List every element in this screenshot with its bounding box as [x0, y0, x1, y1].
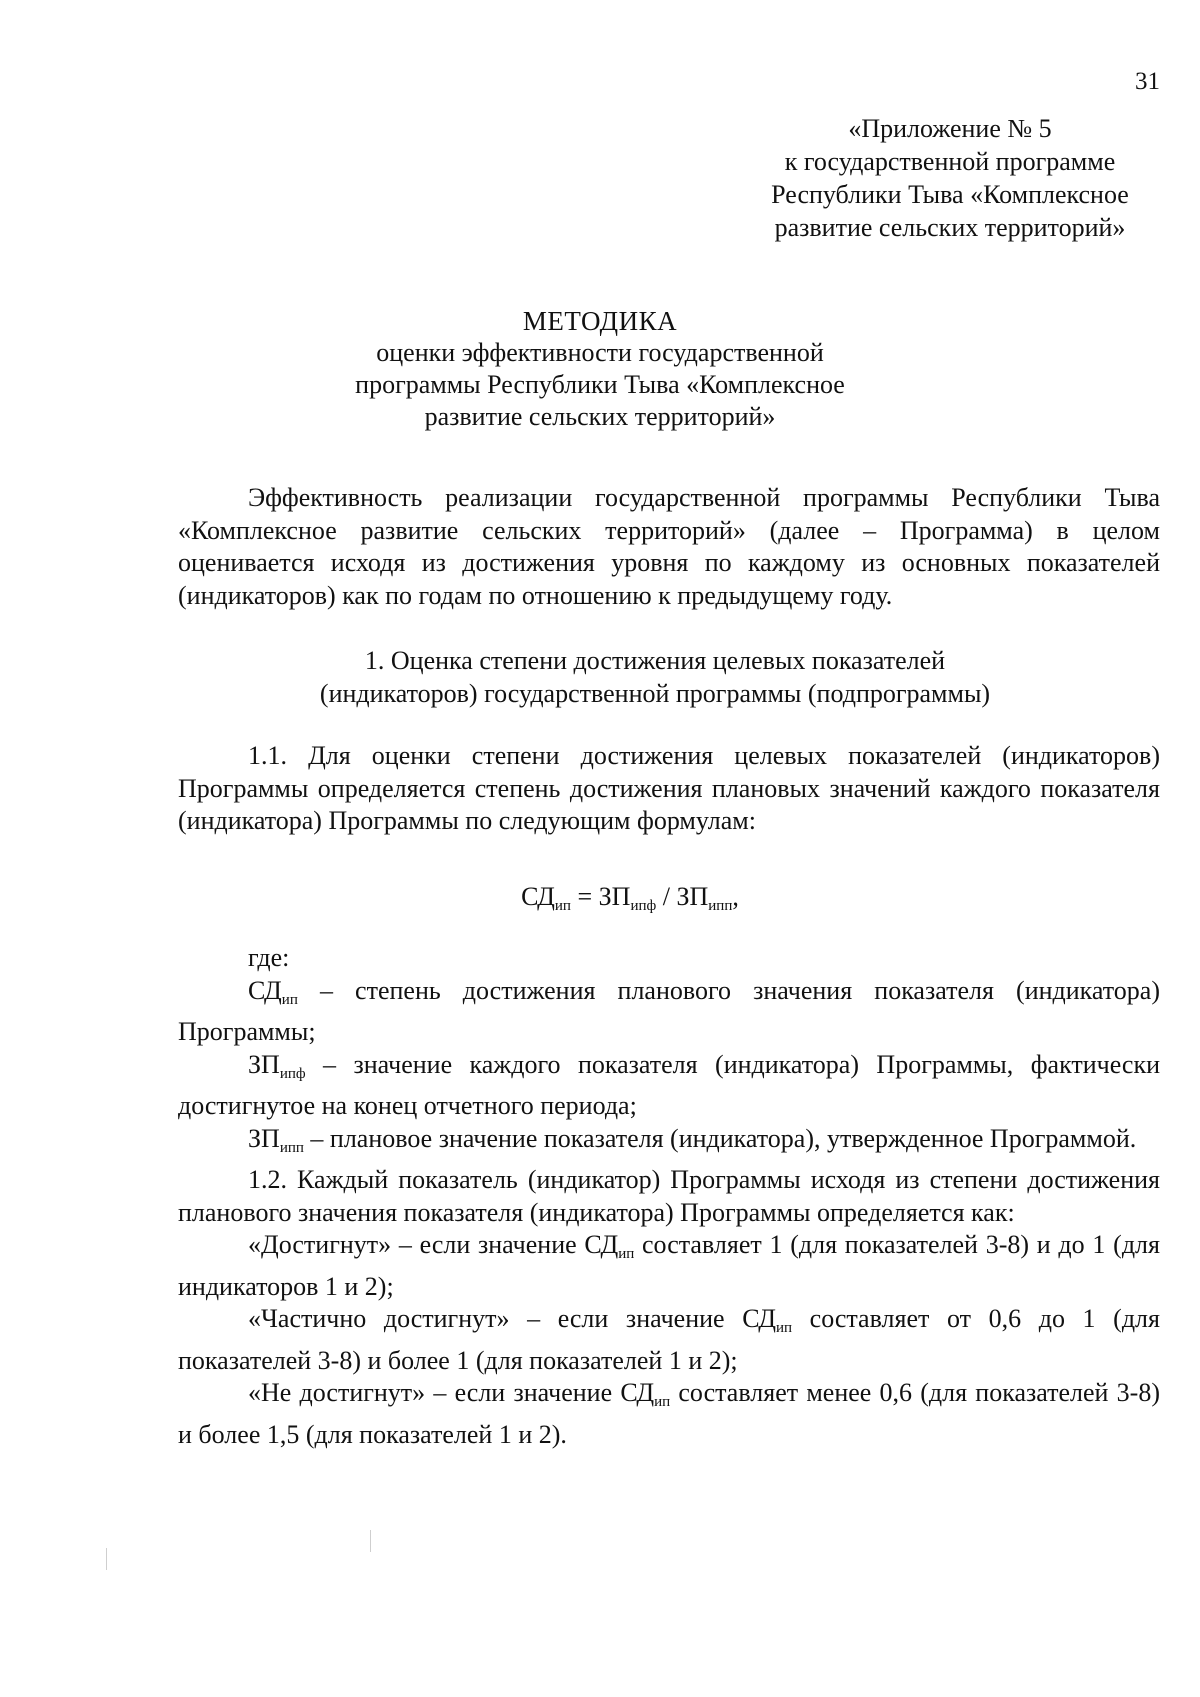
- section-heading: [200, 645, 1110, 710]
- formula-denominator-sub: ипп: [708, 898, 733, 914]
- formula-numerator-sub: ипф: [630, 898, 657, 914]
- intro-paragraph: Эффективность реализации государственной программы Республики Тыва «Комплексное развитие сельских территорий» (далее – Программа) в целом оценивается исходя из достижения уровня по каждому из основных показателей (индикаторов) как по годам по отношению к предыдущему году.: [178, 483, 1160, 610]
- status-partially-achieved: [178, 1303, 1160, 1377]
- formula-lhs-sub: ип: [554, 898, 571, 914]
- scan-artifact: [106, 1548, 107, 1570]
- appendix-line: к государственной программе: [784, 147, 1116, 176]
- definition-zpf: [178, 1049, 1160, 1123]
- document-title: [260, 305, 940, 433]
- clause-1-2-paragraph: 1.2. Каждый показатель (индикатор) Программы исходя из степени достижения планового значения показателя (индикатора) Программы определяется как:: [178, 1165, 1160, 1227]
- definition-symbol: ЗП: [248, 1049, 280, 1079]
- definition-sd: [178, 975, 1160, 1049]
- status-text: «Частично достигнут» – если значение СД: [248, 1304, 776, 1333]
- title-line: оценки эффективности государственной: [376, 338, 824, 367]
- intro-section: [178, 482, 1160, 612]
- appendix-note: [740, 112, 1160, 244]
- definition-sub: ипф: [279, 1065, 306, 1082]
- definition-text: – степень достижения планового значения показателя (индикатора) Программы;: [178, 975, 1160, 1046]
- status-text: составляет 1 (для показателей 3-8) и до 1 (для индикаторов 1 и 2);: [178, 1230, 1160, 1301]
- appendix-line: «Приложение № 5: [848, 114, 1052, 143]
- status-sub: ип: [775, 1320, 793, 1336]
- section-heading-line: 1. Оценка степени достижения целевых показателей: [364, 646, 946, 675]
- status-text: «Достигнут» – если значение СД: [248, 1230, 619, 1259]
- title-main: МЕТОДИКА: [522, 306, 678, 336]
- formula-equals: =: [570, 882, 599, 911]
- clause-1-1: [178, 740, 1160, 838]
- title-line: программы Республики Тыва «Комплексное: [355, 370, 845, 399]
- definition-sub: ип: [281, 991, 298, 1008]
- formula-lhs: СД: [521, 882, 555, 911]
- title-line: развитие сельских территорий»: [424, 402, 776, 431]
- where-label: где:: [248, 943, 290, 972]
- status-text: составляет от 0,6 до 1 (для показателей 3-8) и более 1 (для показателей 1 и 2);: [178, 1304, 1160, 1375]
- status-sub: ип: [654, 1394, 671, 1410]
- status-text: составляет менее 0,6 (для показателей 3-8) и более 1,5 (для показателей 1 и 2).: [178, 1378, 1160, 1449]
- formula-denominator: ЗП: [676, 882, 709, 911]
- page-number: 31: [1135, 68, 1160, 95]
- formula-slash: /: [656, 882, 677, 911]
- formula-numerator: ЗП: [598, 882, 631, 911]
- appendix-line: развитие сельских территорий»: [774, 213, 1126, 242]
- status-text: «Не достигнут» – если значение СД: [248, 1378, 655, 1407]
- status-not-achieved: [178, 1377, 1160, 1451]
- definition-text: – плановое значение показателя (индикатора), утвержденное Программой.: [303, 1123, 1137, 1153]
- definition-text: – значение каждого показателя (индикатора) Программы, фактически достигнутое на конец отчетного периода;: [178, 1049, 1160, 1120]
- definition-sub: ипп: [279, 1139, 304, 1156]
- formula: [470, 882, 790, 915]
- formula-tail: ,: [732, 882, 739, 911]
- section-heading-line: (индикаторов) государственной программы (подпрограммы): [319, 678, 991, 708]
- definition-symbol: СД: [248, 975, 282, 1005]
- definition-symbol: ЗП: [248, 1123, 280, 1153]
- definition-zpp: [178, 1123, 1160, 1165]
- status-sub: ип: [618, 1246, 635, 1262]
- status-achieved: [178, 1229, 1160, 1303]
- definitions: [178, 942, 1160, 1451]
- appendix-line: Республики Тыва «Комплексное: [771, 180, 1129, 209]
- scan-artifact: [370, 1530, 371, 1552]
- clause-1-1-paragraph: 1.1. Для оценки степени достижения целевых показателей (индикаторов) Программы определяется степень достижения плановых значений каждого показателя (индикатора) Программы по следующим формулам:: [178, 741, 1160, 835]
